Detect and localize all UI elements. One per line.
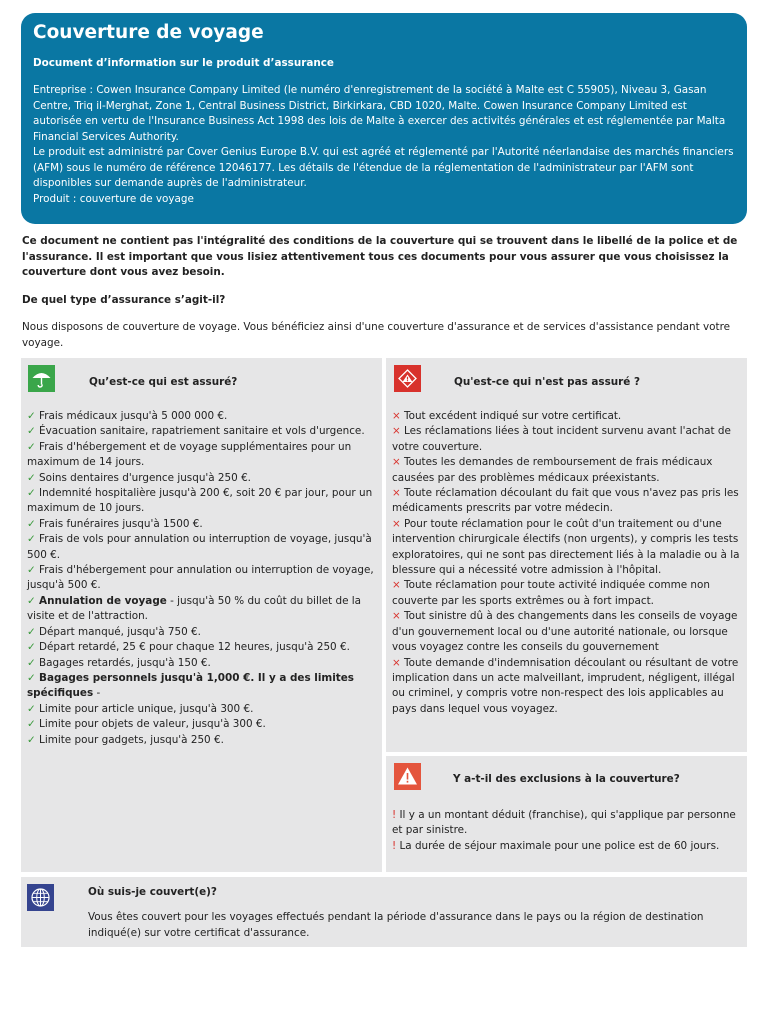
where-covered-panel bbox=[21, 877, 747, 947]
not-covered-item bbox=[392, 409, 744, 424]
covered-item bbox=[27, 625, 379, 640]
check-icon: ✓ bbox=[27, 487, 36, 500]
covered-item-text: Limite pour objets de valeur, jusqu'à 300 €. bbox=[39, 718, 266, 731]
covered-list bbox=[27, 409, 379, 748]
covered-item bbox=[27, 440, 379, 471]
covered-item bbox=[27, 517, 379, 532]
header-banner bbox=[21, 13, 747, 224]
check-icon: ✓ bbox=[27, 564, 36, 577]
not-covered-item bbox=[392, 517, 744, 579]
covered-item-bold: Annulation de voyage bbox=[39, 594, 167, 607]
exclusions-title: Y a-t-il des exclusions à la couverture? bbox=[453, 773, 680, 785]
not-covered-item bbox=[392, 455, 744, 486]
covered-item bbox=[27, 409, 379, 424]
warning-diamond-icon bbox=[394, 365, 421, 392]
covered-item-text: - bbox=[93, 687, 101, 700]
cross-icon: × bbox=[392, 425, 401, 438]
covered-item-text: Départ manqué, jusqu'à 750 €. bbox=[39, 625, 201, 638]
covered-item bbox=[27, 486, 379, 517]
covered-item bbox=[27, 471, 379, 486]
covered-item bbox=[27, 702, 379, 717]
covered-item bbox=[27, 733, 379, 748]
check-icon: ✓ bbox=[27, 656, 36, 669]
covered-item bbox=[27, 717, 379, 732]
document-subtitle: Document d’information sur le produit d’assurance bbox=[33, 57, 334, 69]
not-covered-item-text: Toute réclamation pour toute activité indiquée comme non couverte par les sports extrêmes ou à fort impact. bbox=[392, 579, 710, 607]
exclusions-panel bbox=[386, 756, 747, 872]
check-icon: ✓ bbox=[27, 702, 36, 715]
covered-item-text: Frais funéraires jusqu'à 1500 €. bbox=[39, 517, 203, 530]
page-title: Couverture de voyage bbox=[33, 22, 264, 43]
not-covered-item-text: Les réclamations liées à tout incident survenu avant l'achat de votre couverture. bbox=[392, 425, 731, 453]
check-icon: ✓ bbox=[27, 641, 36, 654]
check-icon: ✓ bbox=[27, 594, 36, 607]
intro-answer: Nous disposons de couverture de voyage. Vous bénéficiez ainsi d'une couverture d'assurance et de services d'assistance pendant votre voyage. bbox=[22, 320, 731, 349]
exclamation-icon: ! bbox=[392, 839, 397, 852]
not-covered-item bbox=[392, 609, 744, 655]
cross-icon: × bbox=[392, 610, 401, 623]
cross-icon: × bbox=[392, 410, 401, 422]
exclusions-list bbox=[392, 808, 744, 854]
where-covered-text: Vous êtes couvert pour les voyages effectués pendant la période d'assurance dans le pays ou la région de destination indiqué(e) sur votre certificat d'assurance. bbox=[88, 911, 704, 939]
covered-item bbox=[27, 532, 379, 563]
covered-item bbox=[27, 656, 379, 671]
covered-item-text: Évacuation sanitaire, rapatriement sanitaire et vols d'urgence. bbox=[39, 425, 365, 438]
check-icon: ✓ bbox=[27, 733, 36, 746]
product-info: Produit : couverture de voyage bbox=[33, 192, 194, 205]
exclamation-icon: ! bbox=[392, 809, 397, 821]
not-covered-item-text: Toutes les demandes de remboursement de frais médicaux causées par des problèmes médicaux préexistants. bbox=[392, 456, 713, 484]
not-covered-item bbox=[392, 656, 744, 718]
check-icon: ✓ bbox=[27, 410, 36, 422]
check-icon: ✓ bbox=[27, 440, 36, 453]
covered-item bbox=[27, 594, 379, 625]
check-icon: ✓ bbox=[27, 625, 36, 638]
covered-item bbox=[27, 671, 379, 702]
cross-icon: × bbox=[392, 656, 401, 669]
globe-icon bbox=[27, 884, 54, 911]
not-covered-title: Qu'est-ce qui n'est pas assuré ? bbox=[454, 376, 641, 388]
not-covered-item-text: Toute demande d'indemnisation découlant ou résultant de votre implication dans un acte malveillant, imprudent, négligent, illégal ou criminel, y compris votre non-respect des lois applicables au pays dans lequel vous voyagez. bbox=[392, 656, 739, 715]
not-covered-item-text: Pour toute réclamation pour le coût d'un traitement ou d'une intervention chirurgicale électifs (non urgents), y compris les tests exploratoires, qui ne sont pas directement liés à la maladie ou à la blessure qui a nécessité votre admission à l'hôpital. bbox=[392, 517, 740, 577]
not-covered-panel bbox=[386, 358, 747, 752]
covered-item-text: Frais médicaux jusqu'à 5 000 000 €. bbox=[39, 410, 228, 422]
intro-notice: Ce document ne contient pas l'intégralité des conditions de la couverture qui se trouvent dans le libellé de la police et de l'assurance. Il est important que vous lisiez attentivement tous ces documents pour vous assurer que vous choisissez la couverture dont vous avez besoin. bbox=[22, 235, 738, 278]
covered-item-text: Limite pour article unique, jusqu'à 300 €. bbox=[39, 702, 254, 715]
covered-item-bold: Bagages personnels jusqu'à 1,000 €. Il y a des limites spécifiques bbox=[27, 671, 354, 700]
cross-icon: × bbox=[392, 487, 401, 500]
not-covered-item-text: Toute réclamation découlant du fait que vous n'avez pas pris les médicaments prescrits par votre médecin. bbox=[392, 487, 739, 515]
covered-item-text: Frais d'hébergement et de voyage supplémentaires pour un maximum de 14 jours. bbox=[27, 440, 352, 469]
not-covered-item bbox=[392, 578, 744, 609]
covered-item-text: Limite pour gadgets, jusqu'à 250 €. bbox=[39, 733, 224, 746]
administrator-info: Le produit est administré par Cover Genius Europe B.V. qui est agréé et réglementé par l'Autorité néerlandaise des marchés financiers (AFM) sous le numéro de référence 12046177. Les détails de l'étendue de la réglementation de l'administrateur par l'AFM sont disponibles sur demande auprès de l'administrateur. bbox=[33, 146, 734, 189]
not-covered-item-text: Tout excédent indiqué sur votre certificat. bbox=[404, 410, 622, 422]
covered-item bbox=[27, 640, 379, 655]
umbrella-icon bbox=[28, 365, 55, 392]
cross-icon: × bbox=[392, 579, 401, 592]
covered-item bbox=[27, 563, 379, 594]
check-icon: ✓ bbox=[27, 533, 36, 546]
intro-question: De quel type d’assurance s’agit-il? bbox=[22, 293, 226, 306]
check-icon: ✓ bbox=[27, 425, 36, 438]
company-info: Entreprise : Cowen Insurance Company Limited (le numéro d'enregistrement de la société à Malte est C 55905), Niveau 3, Gasan Centre, Triq il-Merghat, Zone 1, Central Business District, Birkirkara, CBD 1020, Malte. Cowen Insurance Company Limited est autorisée en vertu de l'Insurance Business Act 1998 des lois de Malte à exercer des activités générales et est réglementée par Malta Financial Services Authority. bbox=[33, 84, 726, 143]
exclusion-item-text: La durée de séjour maximale pour une police est de 60 jours. bbox=[399, 839, 720, 852]
covered-item-text: Indemnité hospitalière jusqu'à 200 €, soit 20 € par jour, pour un maximum de 10 jours. bbox=[27, 487, 373, 515]
covered-item-text: - jusqu'à 50 % du coût du billet de la visite et de l'attraction. bbox=[27, 594, 362, 623]
cross-icon: × bbox=[392, 517, 401, 530]
warning-triangle-icon bbox=[394, 763, 421, 790]
check-icon: ✓ bbox=[27, 471, 36, 484]
check-icon: ✓ bbox=[27, 671, 36, 684]
not-covered-item bbox=[392, 486, 744, 517]
not-covered-list bbox=[392, 409, 744, 717]
cross-icon: × bbox=[392, 456, 401, 469]
intro-section bbox=[22, 234, 746, 351]
covered-item bbox=[27, 424, 379, 439]
check-icon: ✓ bbox=[27, 517, 36, 530]
covered-panel bbox=[21, 358, 382, 872]
covered-item-text: Soins dentaires d'urgence jusqu'à 250 €. bbox=[39, 471, 251, 484]
covered-item-text: Départ retardé, 25 € pour chaque 12 heures, jusqu'à 250 €. bbox=[39, 641, 350, 654]
covered-title: Qu’est-ce qui est assuré? bbox=[89, 376, 238, 388]
exclusion-item bbox=[392, 808, 744, 839]
covered-item-text: Frais d'hébergement pour annulation ou interruption de voyage, jusqu'à 500 €. bbox=[27, 564, 374, 592]
not-covered-item-text: Tout sinistre dû à des changements dans les conseils de voyage d'un gouvernement local ou d'une autorité nationale, ou lorsque vous voyagez contre les conseils du gouvernement bbox=[392, 610, 738, 654]
covered-item-text: Bagages retardés, jusqu'à 150 €. bbox=[39, 656, 211, 669]
not-covered-item bbox=[392, 424, 744, 455]
where-covered-title: Où suis-je couvert(e)? bbox=[88, 886, 217, 898]
exclusion-item-text: Il y a un montant déduit (franchise), qui s'applique par personne et par sinistre. bbox=[392, 809, 736, 837]
exclusion-item bbox=[392, 839, 744, 854]
covered-item-text: Frais de vols pour annulation ou interruption de voyage, jusqu'à 500 €. bbox=[27, 533, 372, 561]
check-icon: ✓ bbox=[27, 718, 36, 731]
